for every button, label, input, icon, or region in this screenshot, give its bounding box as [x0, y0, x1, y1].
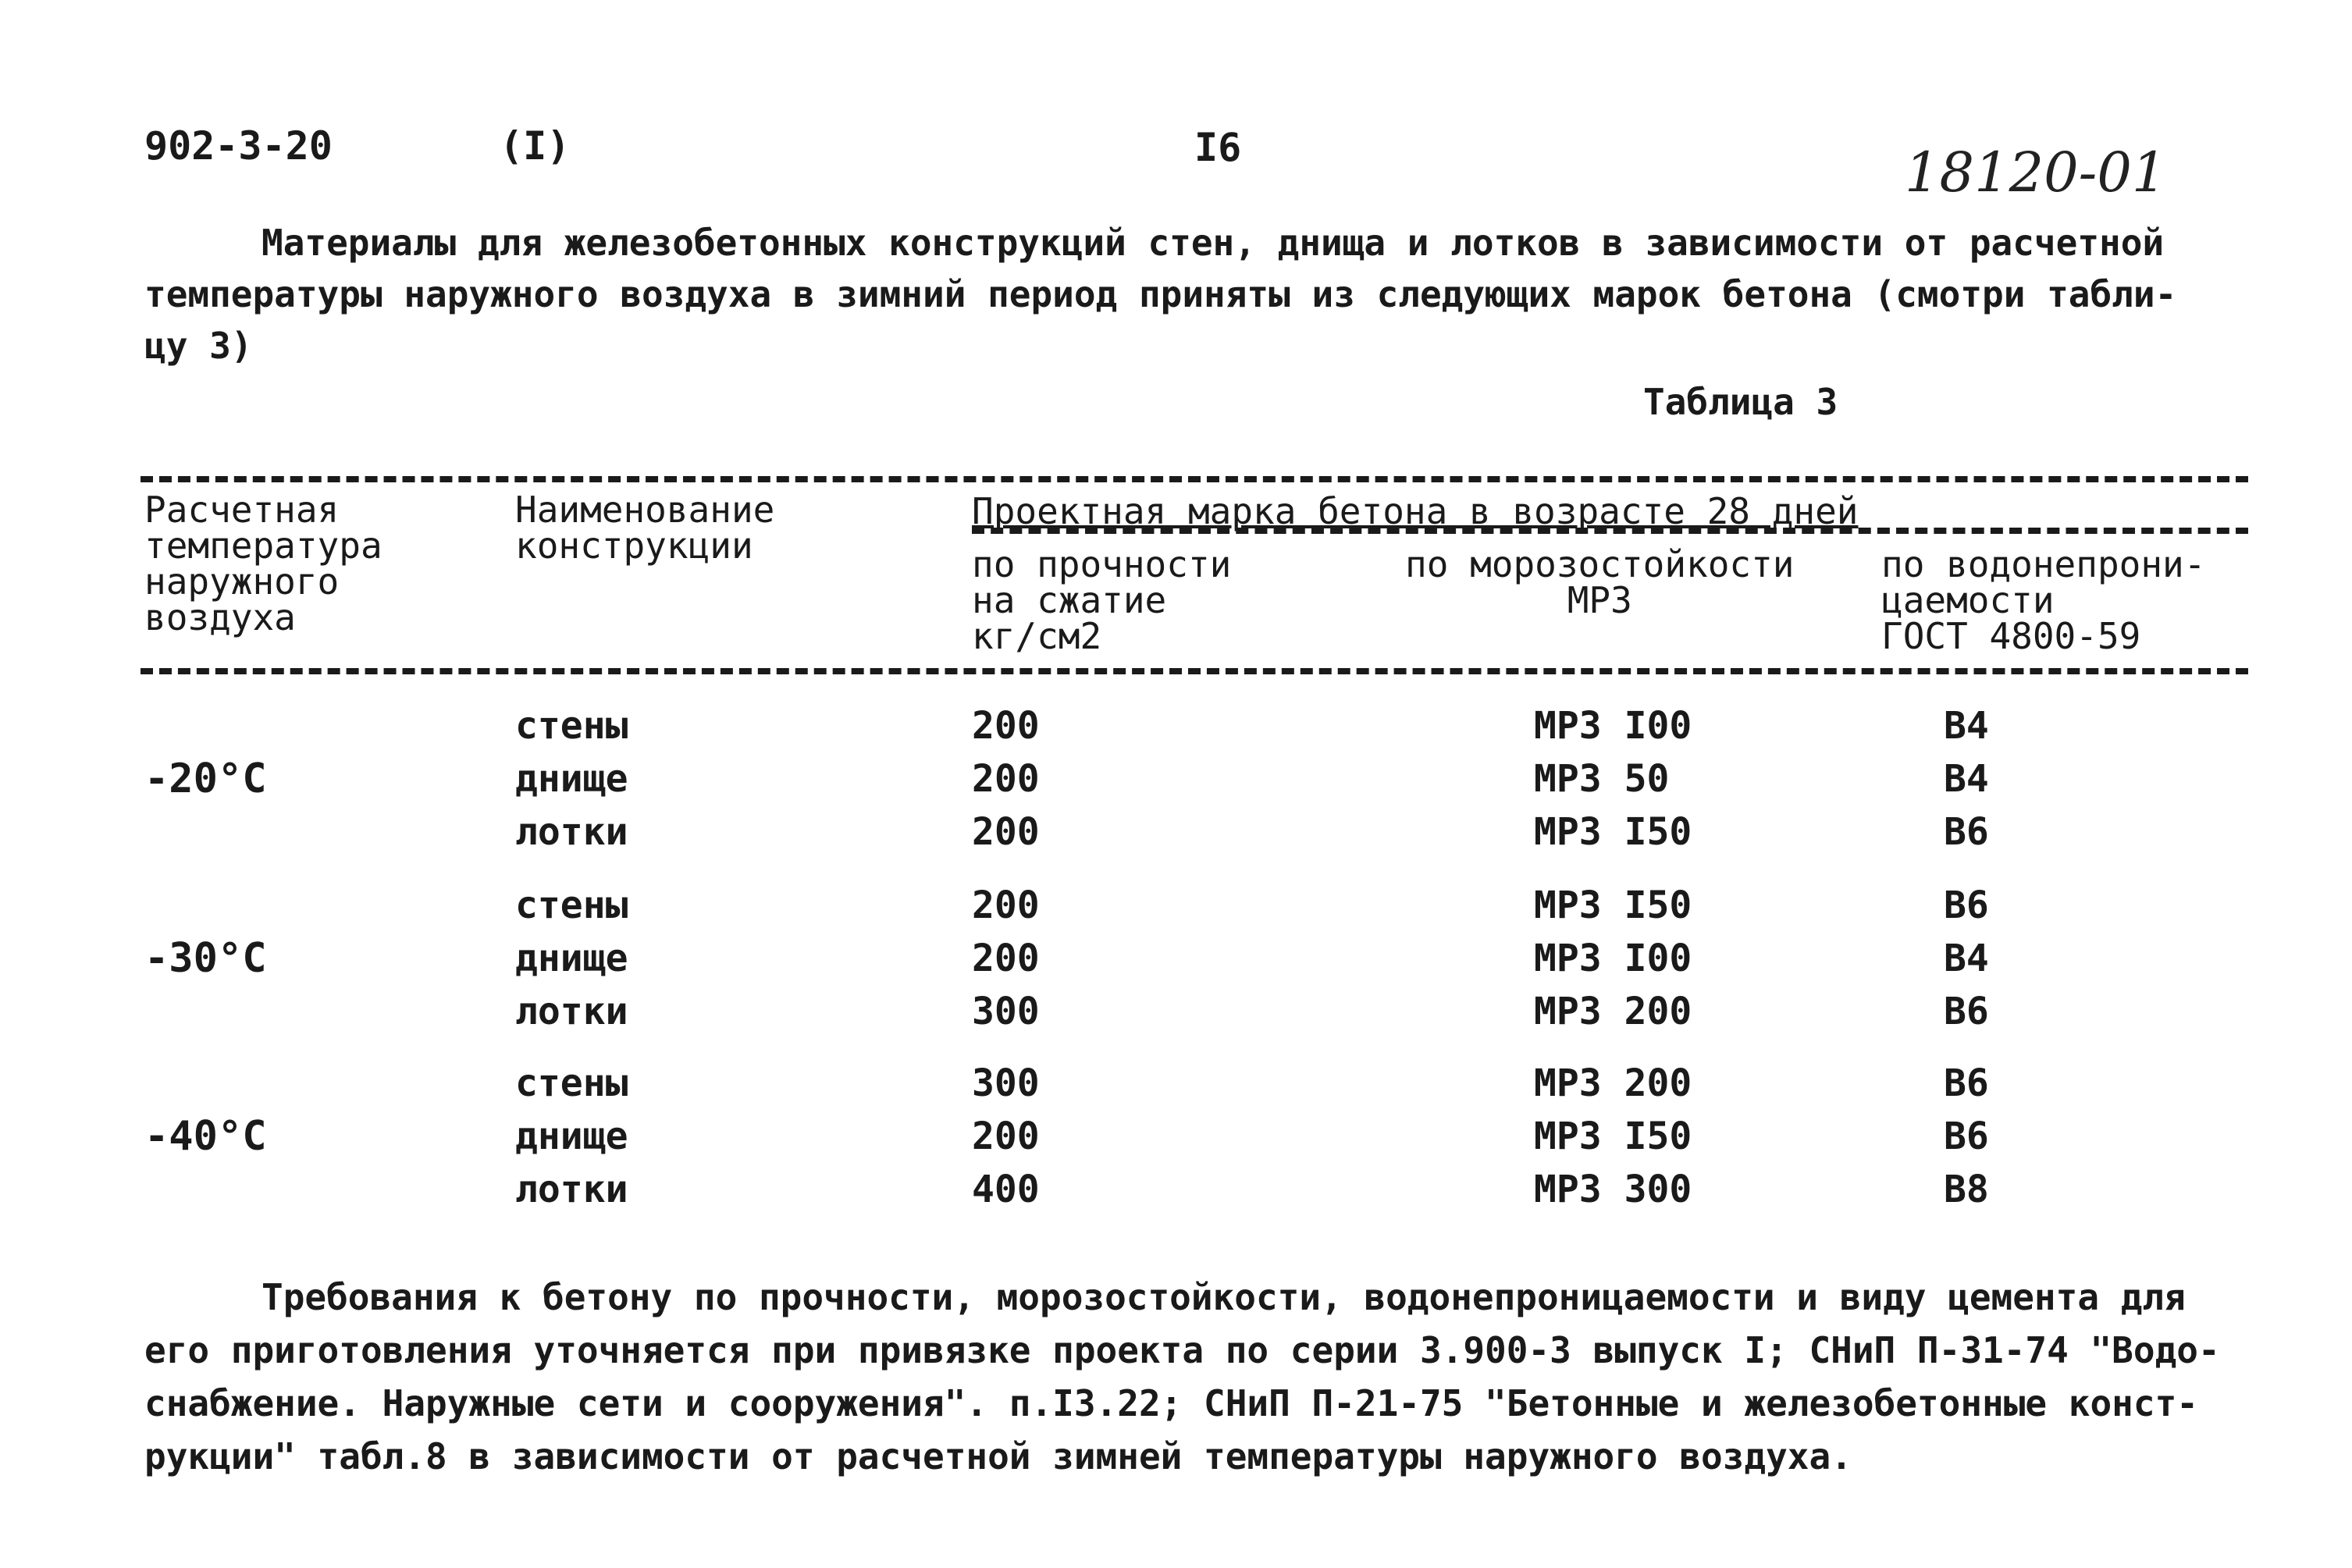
strength-cell: 200	[972, 704, 1040, 748]
water-cell: В8	[1944, 1168, 1989, 1211]
water-cell: В4	[1944, 757, 1989, 801]
strength-cell: 200	[972, 810, 1040, 854]
water-cell: В4	[1944, 704, 1989, 748]
water-cell: В6	[1944, 990, 1989, 1033]
footer-line: Требования к бетону по прочности, морозостойкости, водонепроницаемости и виду цемента для	[262, 1276, 2186, 1318]
strength-cell: 300	[972, 1061, 1040, 1105]
archive-serial-number: 18120-01	[1905, 140, 2167, 204]
construction-cell: днище	[515, 757, 628, 801]
construction-cell: лотки	[515, 810, 628, 854]
water-cell: В6	[1944, 884, 1989, 927]
frost-cell: МРЗ I50	[1534, 884, 1692, 927]
table-top-rule	[141, 476, 2248, 482]
strength-cell: 400	[972, 1168, 1040, 1211]
header-construction: Наименование конструкции	[515, 489, 775, 567]
header-temperature: Расчетная температура наружного воздуха	[144, 489, 383, 638]
footer-line: его приготовления уточняется при привязке проекта по серии 3.900-3 выпуск I; СНиП П-31-74 "Водо-	[144, 1329, 2220, 1371]
construction-cell: днище	[515, 1115, 628, 1158]
frost-cell: МРЗ 200	[1534, 1061, 1692, 1105]
construction-cell: лотки	[515, 990, 628, 1033]
construction-cell: лотки	[515, 1168, 628, 1211]
page-number: I6	[1194, 125, 1242, 170]
frost-cell: МРЗ I00	[1534, 704, 1692, 748]
footer-line: снабжение. Наружные сети и сооружения". п.I3.22; СНиП П-21-75 "Бетонные и железобетонные конст-	[144, 1382, 2198, 1424]
frost-cell: МРЗ 300	[1534, 1168, 1692, 1211]
requirements-paragraph	[144, 1271, 2252, 1483]
temperature-cell: -30°C	[144, 935, 267, 982]
document-code: 902-3-20	[144, 123, 333, 169]
intro-paragraph	[144, 217, 2252, 372]
frost-cell: МРЗ 50	[1534, 757, 1670, 801]
strength-cell: 200	[972, 884, 1040, 927]
footer-line: рукции" табл.8 в зависимости от расчетной зимней температуры наружного воздуха.	[144, 1435, 1852, 1477]
strength-cell: 200	[972, 937, 1040, 980]
table-header-bottom-rule	[141, 668, 2248, 674]
construction-cell: стены	[515, 884, 628, 927]
water-cell: В6	[1944, 1061, 1989, 1105]
construction-cell: стены	[515, 1061, 628, 1105]
intro-line: Материалы для железобетонных конструкций стен, днища и лотков в зависимости от расчетной	[262, 222, 2165, 264]
water-cell: В6	[1944, 1115, 1989, 1158]
strength-cell: 300	[972, 990, 1040, 1033]
table-caption: Таблица 3	[1643, 381, 1838, 423]
frost-cell: МРЗ I50	[1534, 810, 1692, 854]
frost-cell: МРЗ I50	[1534, 1115, 1692, 1158]
water-cell: В4	[1944, 937, 1989, 980]
intro-line: температуры наружного воздуха в зимний период приняты из следующих марок бетона (смотри табли-	[144, 273, 2177, 315]
water-cell: В6	[1944, 810, 1989, 854]
intro-line: цу 3)	[144, 325, 253, 367]
header-strength: по прочности на сжатие кг/см2	[972, 543, 1232, 657]
document-part: (I)	[500, 123, 571, 169]
construction-cell: стены	[515, 704, 628, 748]
strength-cell: 200	[972, 757, 1040, 801]
frost-cell: МРЗ 200	[1534, 990, 1692, 1033]
header-concrete-grade-group: Проектная марка бетона в возрасте 28 дней	[972, 490, 1859, 532]
temperature-cell: -20°C	[144, 756, 267, 802]
header-frost-resistance: по морозостойкости МРЗ	[1405, 543, 1795, 621]
header-water-resistance: по водонепрони- цаемости ГОСТ 4800-59	[1881, 543, 2206, 657]
construction-cell: днище	[515, 937, 628, 980]
frost-cell: МРЗ I00	[1534, 937, 1692, 980]
temperature-cell: -40°C	[144, 1113, 267, 1160]
strength-cell: 200	[972, 1115, 1040, 1158]
